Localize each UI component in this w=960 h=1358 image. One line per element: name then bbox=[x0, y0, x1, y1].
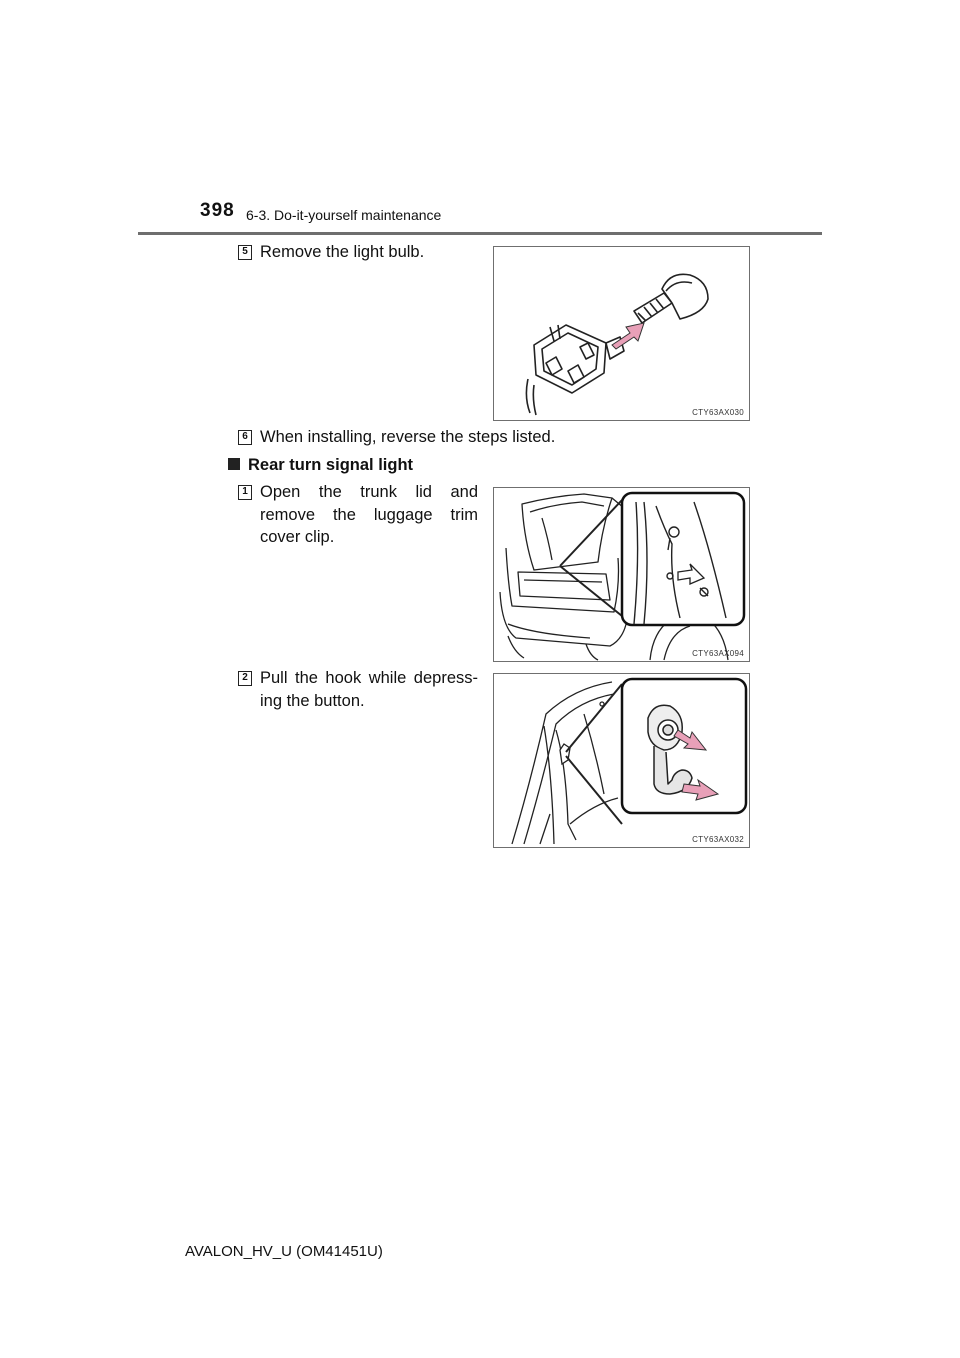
arrow-icon bbox=[612, 323, 644, 349]
bullet-square-icon bbox=[228, 458, 240, 470]
header-rule bbox=[138, 232, 822, 235]
trunk-illustration bbox=[494, 488, 750, 662]
figure-hook-release bbox=[493, 673, 750, 848]
step-number-1: 1 bbox=[238, 485, 252, 500]
subsection-title: Rear turn signal light bbox=[248, 456, 414, 474]
subsection-heading bbox=[228, 456, 413, 475]
footer-doc-code: AVALON_HV_U (OM41451U) bbox=[185, 1243, 383, 1260]
step-1-text: Open the trunk lid and remove the luggage trim cover clip. bbox=[260, 483, 478, 546]
step-number-6: 6 bbox=[238, 430, 252, 445]
section-title: 6-3. Do-it-yourself maintenance bbox=[246, 207, 442, 223]
figure-code: CTY63AX032 bbox=[692, 835, 744, 844]
figure-trunk-trim-clip bbox=[493, 487, 750, 662]
step-number-5: 5 bbox=[238, 245, 252, 260]
step-2-text: Pull the hook while depress-ing the button. bbox=[260, 669, 478, 710]
step-number-2: 2 bbox=[238, 671, 252, 686]
bulb-removal-illustration bbox=[494, 247, 750, 421]
hook-illustration bbox=[494, 674, 750, 848]
figure-code: CTY63AX030 bbox=[692, 408, 744, 417]
figure-code: CTY63AX094 bbox=[692, 649, 744, 658]
figure-bulb-removal bbox=[493, 246, 750, 421]
step-5-text: Remove the light bulb. bbox=[260, 243, 425, 261]
step-6-text: When installing, reverse the steps listed. bbox=[260, 428, 556, 446]
page-number: 398 bbox=[200, 200, 235, 221]
